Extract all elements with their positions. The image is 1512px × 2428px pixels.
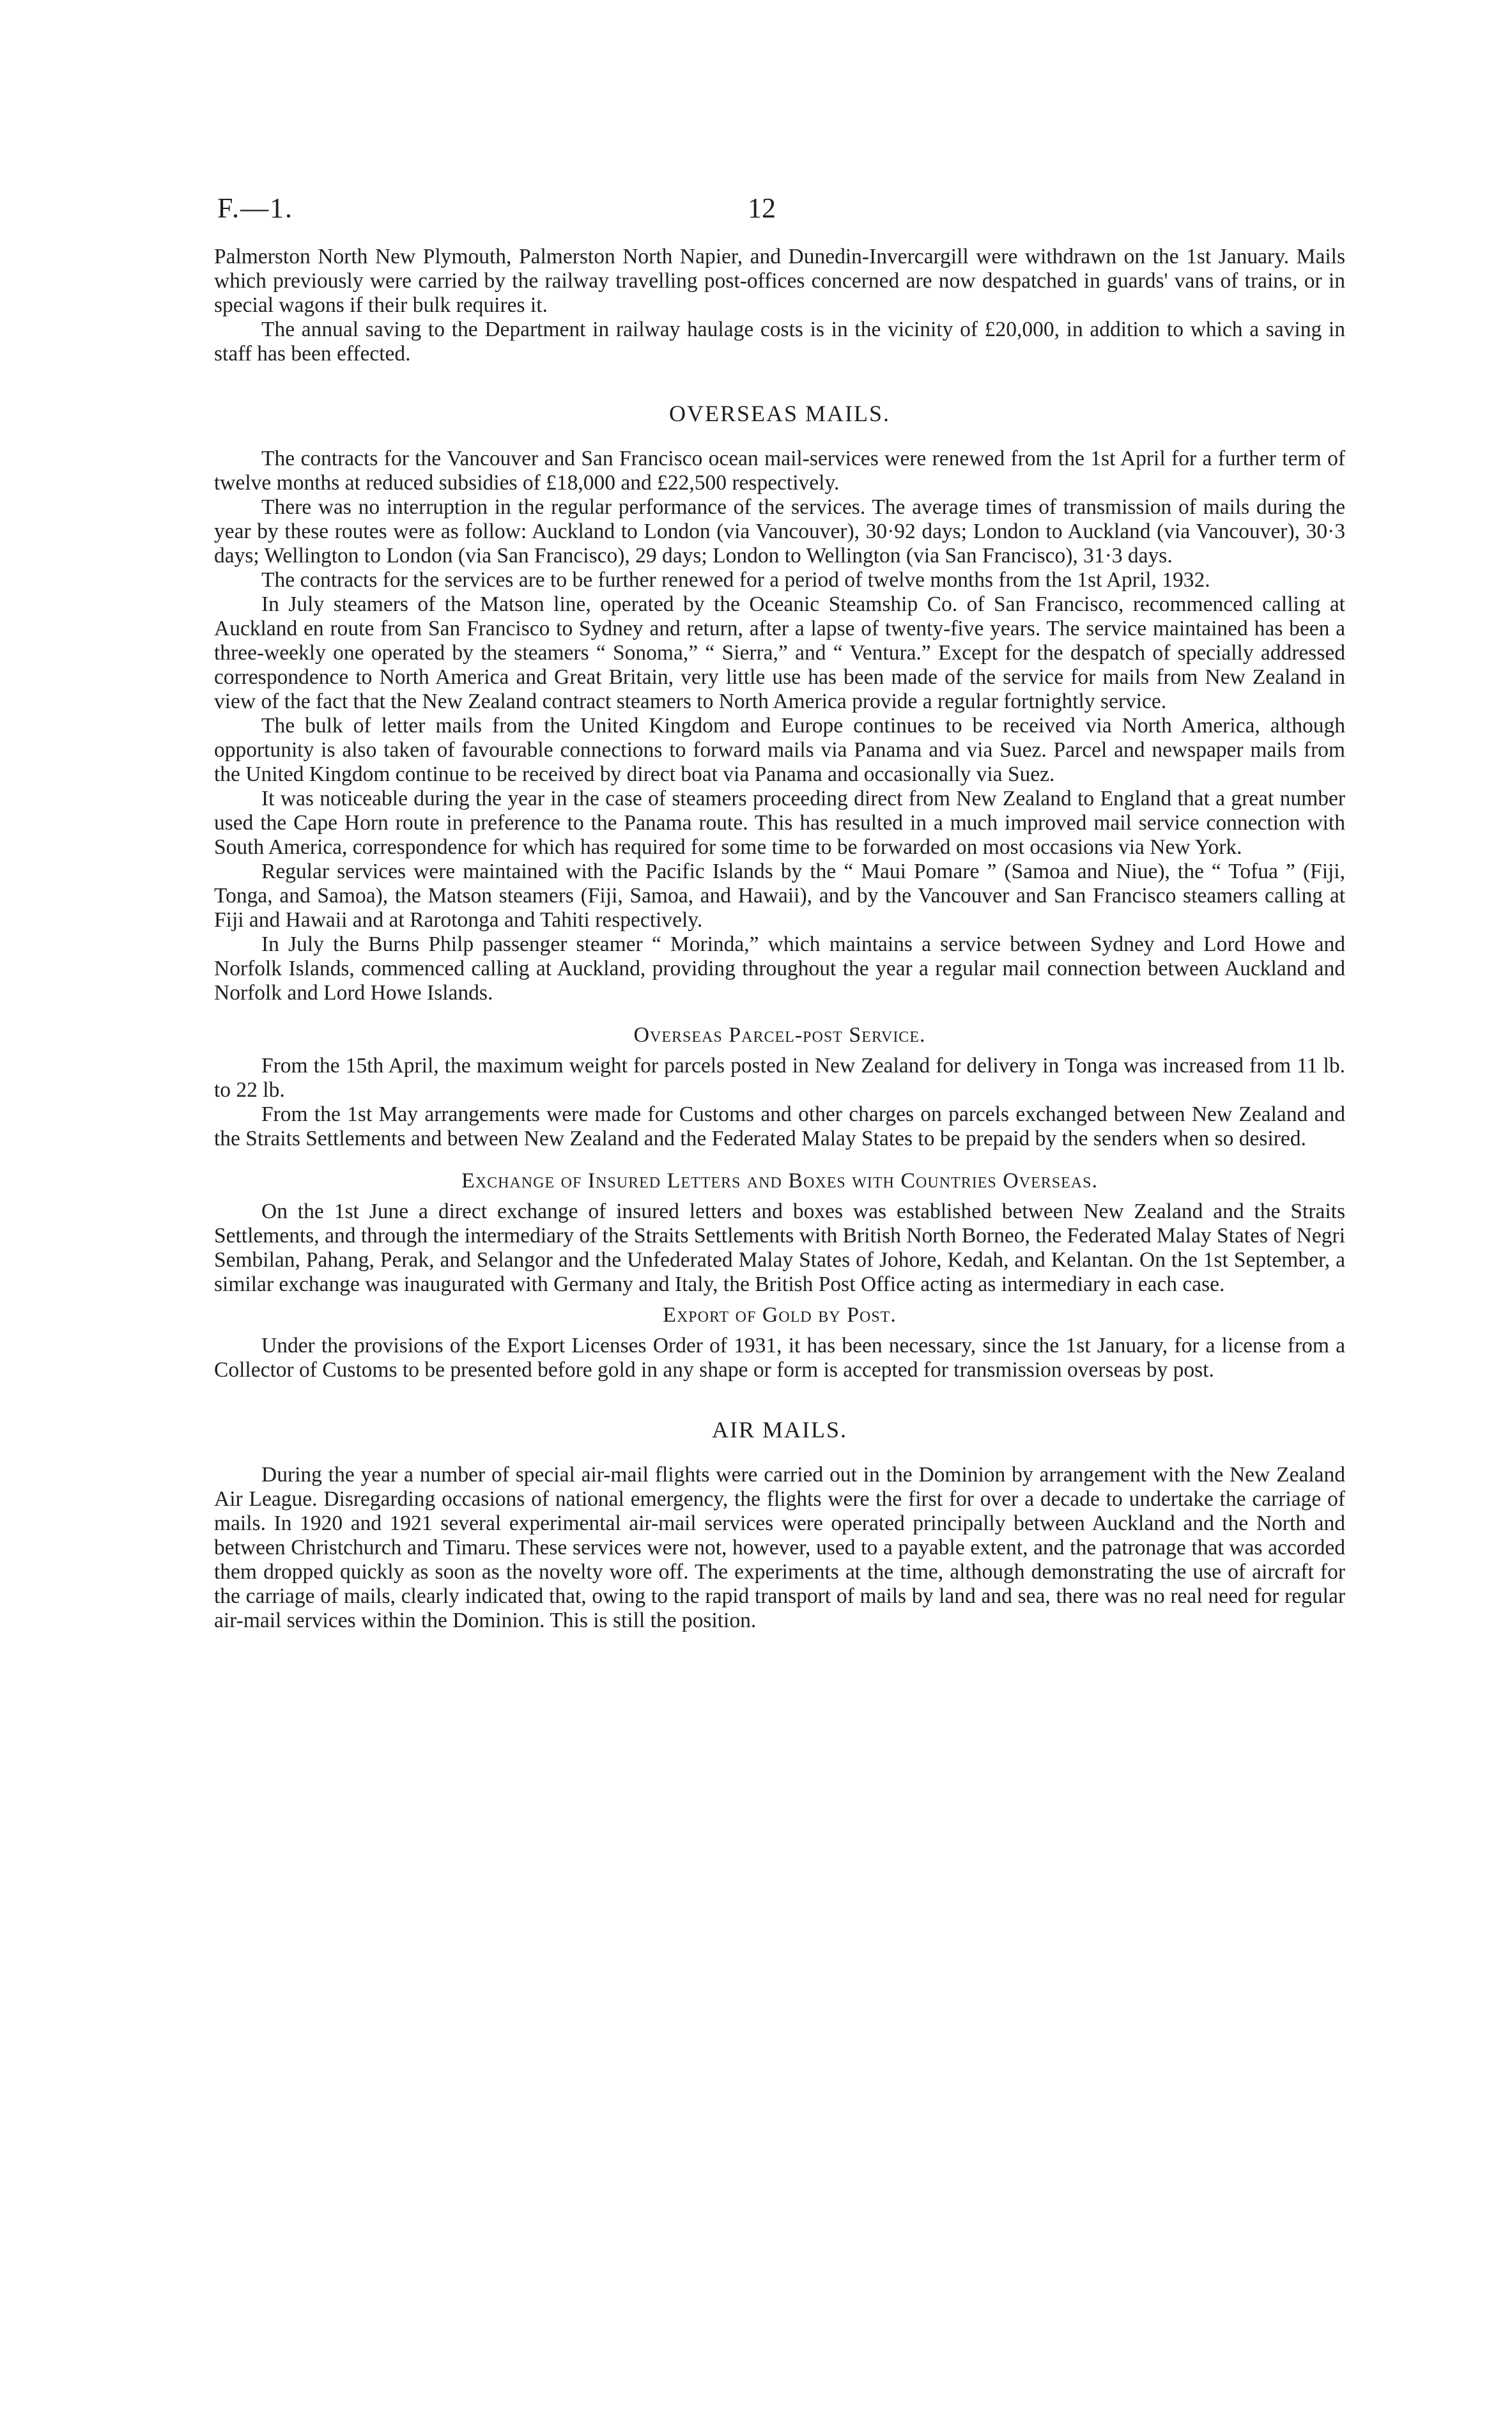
air-mails-section <box>214 1416 1345 1633</box>
paragraph: During the year a number of special air-mail flights were carried out in the Dominion by arrangement with the New Zealand Air League. Disregarding occasions of national emergency, the flights were the first for over a decade to undertake the carriage of mails. In 1920 and 1921 several experimental air-mail services were operated principally between Auckland and the North and between Christchurch and Timaru. These services were not, however, used to a payable extent, and the patronage that was accorded them dropped quickly as soon as the novelty wore off. The experiments at the time, although demonstrating the use of aircraft for the carriage of mails, clearly indicated that, owing to the rapid transport of mails by land and sea, there was no real need for regular air-mail services within the Dominion. This is still the position. <box>214 1463 1345 1632</box>
paragraph: It was noticeable during the year in the case of steamers proceeding direct from New Zealand to England that a great number used the Cape Horn route in preference to the Panama route. This has resulted in a much improved mail service connection with South America, correspondence for which has required for some time to be forwarded on most occasions via New York. <box>214 787 1345 859</box>
page-header <box>217 192 1342 230</box>
document-body <box>214 245 1345 1633</box>
paragraph: The annual saving to the Department in railway haulage costs is in the vicinity of £20,000, in addition to which a saving in staff has been effected. <box>214 318 1345 366</box>
section-heading: OVERSEAS MAILS. <box>668 401 891 426</box>
paragraph: In July steamers of the Matson line, operated by the Oceanic Steamship Co. of San Francisco, recommenced calling at Auckland en route from San Francisco to Sydney and return, after a lapse of twenty-five years. The service maintained has been a three-weekly one operated by the steamers “ Sonoma,” “ Sierra,” and “ Ventura.” Except for the despatch of specially addressed correspondence to North America and Great Britain, very little use has been made of the service for mails from New Zealand in view of the fact that the New Zealand contract steamers to North America provide a regular fortnightly service. <box>214 592 1345 713</box>
paragraph: Palmerston North New Plymouth, Palmerston North Napier, and Dunedin-Invercargill were withdrawn on the 1st January. Mails which previously were carried by the railway travelling post-offices concerned are now despatched in guards' vans of trains, or in special wagons if their bulk requires it. <box>214 245 1345 317</box>
page-number: 12 <box>748 192 776 224</box>
paragraph: Under the provisions of the Export Licenses Order of 1931, it has been necessary, since the 1st January, for a license from a Collector of Customs to be presented before gold in any shape or form is accepted for transmission overseas by post. <box>214 1334 1345 1382</box>
paragraph: The bulk of letter mails from the United Kingdom and Europe continues to be received via North America, although opportunity is also taken of favourable connections to forward mails via Panama and via Suez. Parcel and newspaper mails from the United Kingdom continue to be received by direct boat via Panama and occasionally via Suez. <box>214 714 1345 786</box>
paragraph: The contracts for the services are to be further renewed for a period of twelve months from the 1st April, 1932. <box>261 568 1210 592</box>
paragraph: In July the Burns Philp passenger steamer “ Morinda,” which maintains a service between Sydney and Lord Howe and Norfolk Islands, commenced calling at Auckland, providing throughout the year a regular mail connection between Auckland and Norfolk and Lord Howe Islands. <box>214 932 1345 1005</box>
document-reference: F.—1. <box>217 192 293 224</box>
parcel-post-section <box>214 1022 1345 1151</box>
subsection-heading: Overseas Parcel-post Service. <box>633 1023 926 1047</box>
subsection-heading: Exchange of Insured Letters and Boxes with Countries Overseas. <box>461 1169 1098 1193</box>
paragraph: The contracts for the Vancouver and San Francisco ocean mail-services were renewed from the 1st April for a further term of twelve months at reduced subsidies of £18,000 and £22,500 respectively. <box>214 447 1345 495</box>
intro-section <box>214 245 1345 366</box>
insured-letters-section <box>214 1168 1345 1297</box>
paragraph: There was no interruption in the regular performance of the services. The average times of transmission of mails during the year by these routes were as follow: Auckland to London (via Vancouver), 30·92 days; London to Auckland (via Vancouver), 30·3 days; Wellington to London (via San Francisco), 29 days; London to Wellington (via San Francisco), 31·3 days. <box>214 495 1345 568</box>
section-heading: AIR MAILS. <box>711 1417 847 1442</box>
export-gold-section <box>214 1302 1345 1382</box>
subsection-heading: Export of Gold by Post. <box>663 1303 897 1327</box>
overseas-mails-section <box>214 399 1345 1005</box>
paragraph: From the 15th April, the maximum weight for parcels posted in New Zealand for delivery in Tonga was increased from 11 lb. to 22 lb. <box>214 1054 1345 1102</box>
paragraph: From the 1st May arrangements were made for Customs and other charges on parcels exchanged between New Zealand and the Straits Settlements and between New Zealand and the Federated Malay States to be prepaid by the senders when so desired. <box>214 1102 1345 1150</box>
paragraph: On the 1st June a direct exchange of insured letters and boxes was established between New Zealand and the Straits Settlements, and through the intermediary of the Straits Settlements with British North Borneo, the Federated Malay States of Negri Sembilan, Pahang, Perak, and Selangor and the Unfederated Malay States of Johore, Kedah, and Kelantan. On the 1st September, a similar exchange was inaugurated with Germany and Italy, the British Post Office acting as intermediary in each case. <box>214 1200 1345 1296</box>
paragraph: Regular services were maintained with the Pacific Islands by the “ Maui Pomare ” (Samoa and Niue), the “ Tofua ” (Fiji, Tonga, and Samoa), the Matson steamers (Fiji, Samoa, and Hawaii), and by the Vancouver and San Francisco steamers calling at Fiji and Hawaii and at Rarotonga and Tahiti respectively. <box>214 860 1345 932</box>
